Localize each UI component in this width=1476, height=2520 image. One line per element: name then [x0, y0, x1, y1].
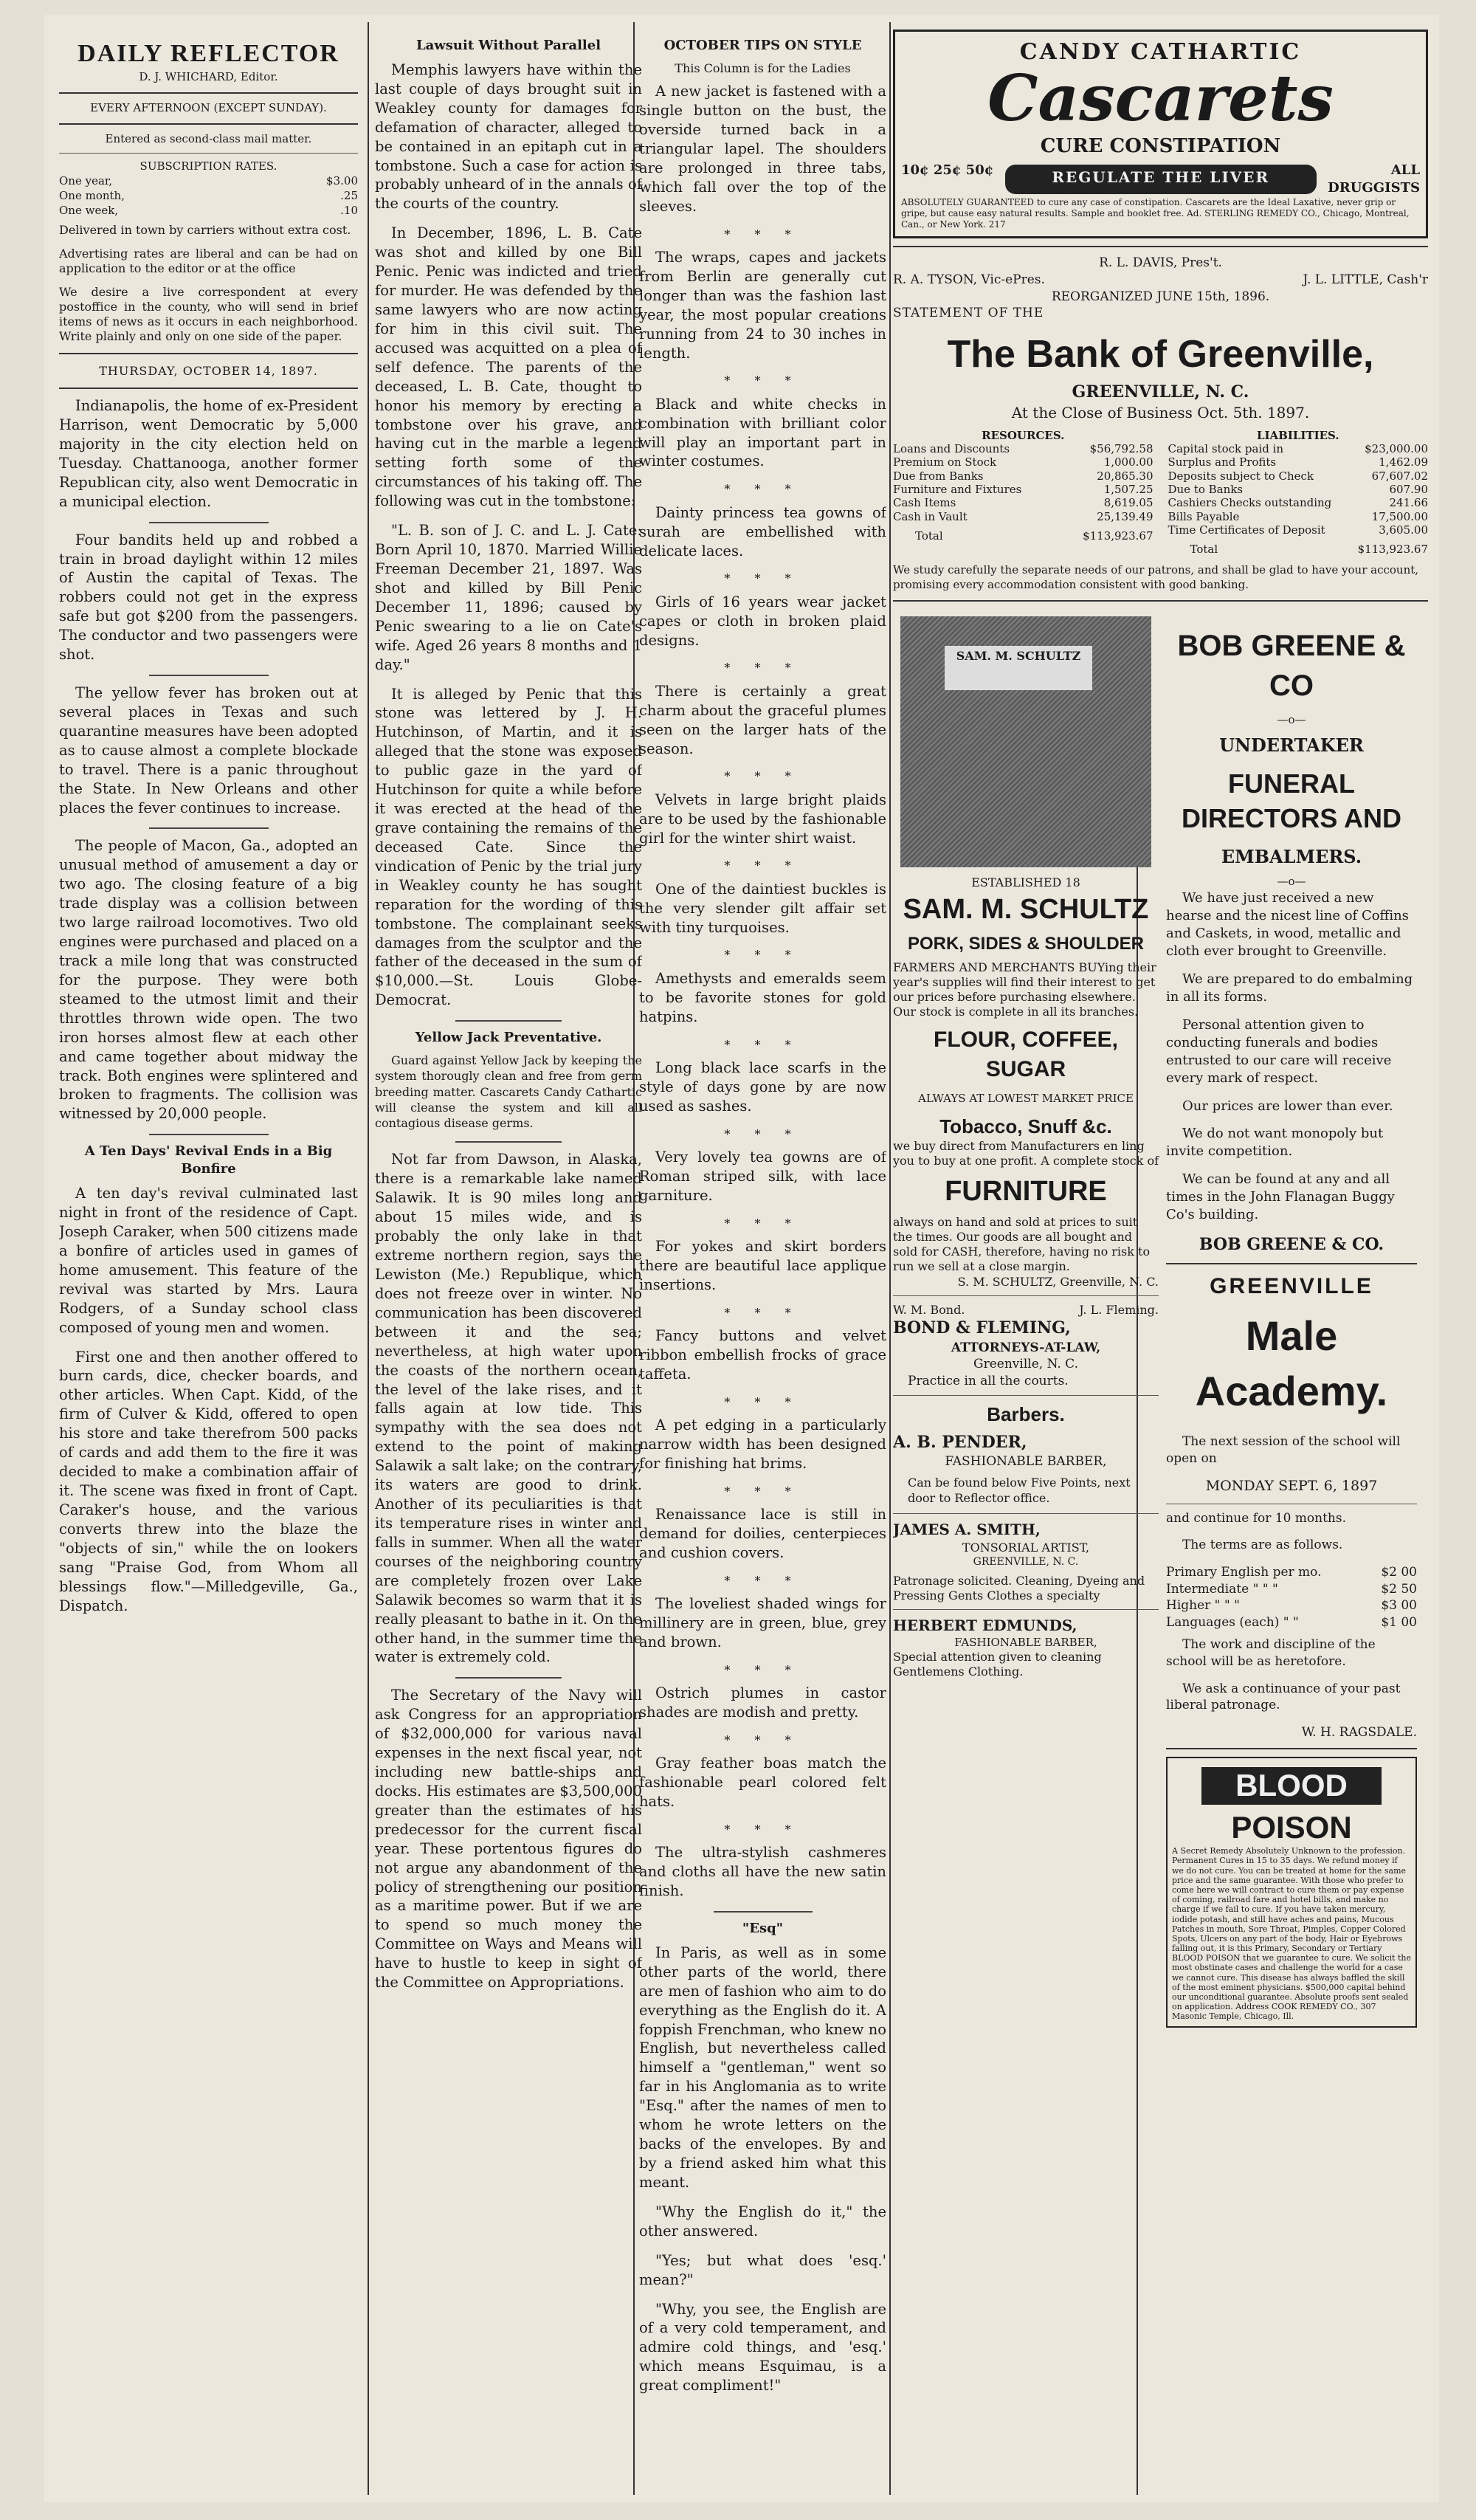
article-paragraph: It is alleged by Penic that this stone was lettered by J. H. Hutchinson, of Martin, and it is alleged that the stone was exposed to public gaze in the yard of Hutchinson for quite a while before it was erected at the head of the grave containing the remains of the deceased Cate. Since the vindication of Penic by the trial jury in Weakley county he has sought reparation for the wording of this tombstone. The complainant seeks damages from the sculptor and the father of the deceased in the sum of $10,000.—St. Louis Globe-Democrat.: [375, 685, 642, 1009]
article-headline: A Ten Days' Revival Ends in a Big Bonfire: [84, 1143, 333, 1177]
bob-text: We are prepared to do embalming in all its forms.: [1166, 971, 1413, 1005]
bank-vice: R. A. TYSON, Vic-ePres.: [893, 272, 1045, 287]
left-ads: [893, 609, 1159, 2027]
table-row: Cashiers Checks outstanding 241.66: [1168, 496, 1428, 510]
stars-separator: * * *: [724, 769, 801, 784]
article-paragraph: Indianapolis, the home of ex-President Harrison, went Democratic by 5,000 majority in the city election held on Tuesday. Chattanooga, another former Republican city, also went Democratic in a municipal election.: [59, 397, 358, 510]
blood-word: BLOOD: [1201, 1767, 1382, 1804]
stars-separator: * * *: [724, 373, 801, 388]
smith-role: TONSORIAL ARTIST,: [962, 1540, 1090, 1555]
bank-reorganized: REORGANIZED JUNE 15th, 1896.: [1051, 289, 1270, 304]
bob-funeral: FUNERAL DIRECTORS AND: [1181, 768, 1402, 834]
article-paragraph: A ten day's revival culminated last night in front of the residence of Capt. Joseph Caraker, when 500 citizens made a bonfire of articles used in games of home amusement. This feature of the revival was started by Mrs. Laura Rodgers, of a Sunday school class composed of young men and women.: [59, 1185, 358, 1336]
article-paragraph: "Why the English do it," the other answered.: [639, 2203, 886, 2240]
bond-practice: Practice in all the courts.: [908, 1373, 1069, 1388]
stars-separator: * * *: [724, 948, 801, 963]
resources-table: RESOURCES. Loans and Discounts $56,792.58 Premium on Stock 1,000.00 Due from Banks 20,865.30 Furniture and Fixtures 1,507.25 Cash Items 8,619.05 Cash in Vault 25,139.49 Total $113,923.67: [893, 428, 1153, 543]
table-row: Capital stock paid in $23,000.00: [1168, 442, 1428, 456]
edmunds-name: HERBERT EDMUNDS,: [893, 1616, 1077, 1634]
article-paragraph: The people of Macon, Ga., adopted an unusual method of amusement a day or two ago. The closing feature of a big trade display was a collision between two large railroad locomotives. Two old engines were purchased and placed on a track a mile long that was constructed for the purpose. They were both steamed to the utmost limit and their throttles thrown wide open. The two iron horses almost flew at each other and came together about midway the track. Both engines were splintered and broken to fragments. The collision was witnessed by 20,000 people.: [59, 837, 358, 1123]
schultz-always2: always on hand and sold at prices to suit the times. Our goods are all bought and sold for CASH, therefore, having no risk to run we sell at a close margin.: [893, 1214, 1151, 1273]
style-tip: Amethysts and emeralds seem to be favorite stones for gold hatpins.: [639, 969, 886, 1025]
article-subhead: This Column is for the Ladies: [675, 61, 851, 75]
table-row: Loans and Discounts $56,792.58: [893, 442, 1153, 456]
stars-separator: * * *: [724, 482, 801, 497]
stars-separator: * * *: [724, 1484, 801, 1498]
smith-name: JAMES A. SMITH,: [893, 1521, 1041, 1539]
newspaper-page: [44, 15, 1439, 2502]
article-paragraph: "Yes; but what does 'esq.' mean?": [639, 2251, 886, 2288]
cascarets-prices: 10¢ 25¢ 50¢: [901, 162, 994, 179]
table-row: Deposits subject to Check 67,607.02: [1168, 469, 1428, 483]
style-tips-list: [639, 82, 886, 1901]
style-tip: A pet edging in a particularly narrow width has been designed for finishing hat brims.: [639, 1416, 886, 1472]
cascarets-all: ALL: [1390, 162, 1420, 179]
style-tip: The loveliest shaded wings for millinery are in green, blue, grey and brown.: [639, 1594, 886, 1650]
article-paragraph: Memphis lawyers have within the last couple of days brought suit in Weakley county for damages for defamation of character, alleged to be contained in an epitaph cut in a tombstone. Such a case for action is probably unheard of in the annals of the courts of the country.: [375, 61, 642, 213]
barbers-head: Barbers.: [987, 1403, 1065, 1426]
correspondent-notice: We desire a live correspondent at every postoffice in the county, who will send in brief items of news as it occurs in each neighborhood. Write plainly and only on one side of the paper.: [59, 284, 358, 343]
column-rule: [368, 22, 369, 2495]
bank-statement-label: STATEMENT OF THE: [893, 306, 1044, 321]
style-tip: Fancy buttons and velvet ribbon embellish frocks of grace taffeta.: [639, 1326, 886, 1383]
bank-close-date: At the Close of Business Oct. 5th. 1897.: [1011, 404, 1310, 422]
article-headline: Lawsuit Without Parallel: [415, 38, 601, 53]
pender-role: FASHIONABLE BARBER,: [945, 1454, 1107, 1470]
advertising-notice: Advertising rates are liberal and can be had on application to the editor or at the office: [59, 246, 358, 275]
schultz-farmers: FARMERS AND MERCHANTS BUYing their year's supplies will find their interest to get our prices before purchasing elsewhere. Our stock is complete in all its branches.: [893, 960, 1156, 1019]
stars-separator: * * *: [724, 1394, 801, 1409]
bank-president: R. L. DAVIS, Pres't.: [1099, 255, 1222, 271]
smith-loc: GREENVILLE, N. C.: [973, 1556, 1079, 1569]
term-row: Higher " " " $3 00: [1166, 1598, 1417, 1614]
rate-row: One year, $3.00: [59, 173, 358, 187]
style-tip: There is certainly a great charm about the graceful plumes seen on the larger hats of the season.: [639, 682, 886, 757]
table-row: Furniture and Fixtures 1,507.25: [893, 482, 1153, 496]
academy-terms-head: The terms are as follows.: [1182, 1538, 1343, 1553]
style-tip: Ostrich plumes in castor shades are modish and pretty.: [639, 1684, 886, 1721]
academy-top: GREENVILLE: [1210, 1274, 1373, 1299]
style-tip: Renaissance lace is still in demand for doilies, centerpieces and cushion covers.: [639, 1505, 886, 1561]
schultz-furniture: FURNITURE: [945, 1176, 1107, 1208]
fleming-name: J. L. Fleming.: [1079, 1303, 1159, 1318]
stars-separator: * * *: [724, 571, 801, 586]
bob-text: We do not want monopoly but invite competition.: [1166, 1126, 1384, 1160]
blood-text: A Secret Remedy Absolutely Unknown to the profession. Permanent Cures in 15 to 35 days. We refund money if we do not cure. You can be treated at home for the same price and the same guarantee. With those who prefer to come here we will contract to cure them or pay expense of coming, railroad fare and hotel bills, and make no charge if we fail to cure. If you have taken mercury, iodide potash, and still have aches and pains, Mucous Patches in mouth, Sore Throat, Pimples, Copper Colored Spots, Ulcers on any part of the body, Hair or Eyebrows falling out, it is this Primary, Secondary or Tertiary BLOOD POISON that we guarantee to cure. We solicit the most obstinate cases and challenge the world for a case we cannot cure. This disease has always baffled the skill of the most eminent physicians. $500,000 capital behind our unconditional guarantee. Absolute proofs sent sealed on application. Address COOK REMEDY CO., 307 Masonic Temple, Chicago, Ill.: [1172, 1846, 1411, 2022]
stars-separator: * * *: [724, 1216, 801, 1230]
article-paragraph: In December, 1896, L. B. Cate was shot and killed by one Bill Penic. Penic was indicted and tried for murder. He was defended by the same lawyers who are now acting for him in this civil suit. The accused was acquitted on a plea of self defence. The parents of the deceased, L. B. Cate, thought to honor his memory by erecting a tombstone over his grave, and having cut in the marble a legend setting forth some of the circumstances of his taking off. The following was cut in the tombstone:: [375, 224, 642, 510]
table-row: Due to Banks 607.90: [1168, 482, 1428, 496]
rates-list: [59, 174, 358, 218]
academy-session: The next session of the school will open on: [1166, 1434, 1401, 1466]
style-tip: Velvets in large bright plaids are to be used by the fashionable girl for the winter shirt waist.: [639, 791, 886, 847]
frequency-line: EVERY AFTERNOON (EXCEPT SUNDAY).: [90, 101, 327, 115]
cascarets-cure: CURE CONSTIPATION: [1040, 134, 1281, 157]
term-row: Intermediate " " " $2 50: [1166, 1581, 1417, 1597]
article-paragraph: "Why, you see, the English are of a very cold temperament, and admire cold things, and 'esq.' which means Esquimau, is a great compliment!": [639, 2300, 886, 2395]
stars-separator: * * *: [724, 1573, 801, 1588]
article-headline: Yellow Jack Preventative.: [415, 1030, 602, 1046]
article-paragraph: In Paris, as well as in some other parts of the world, there are men of fashion who aim to do everything as the English do it. A foppish Frenchman, who knew no English, but nevertheless called himself a "gentleman," went so far in his Anglomania as to write "Esq." after the names of men to whom he wrote letters on the backs of the envelopes. By and by a friend asked him what this meant.: [639, 1944, 886, 2191]
style-tip: One of the daintiest buckles is the very slender gilt affair set with tiny turquoises.: [639, 880, 886, 936]
right-ads: BOB GREENE & CO —o— UNDERTAKER FUNERAL DIRECTORS AND EMBALMERS. —o— We have just received a new hearse and the nicest line of Coffins and Caskets, in wood, metallic and cloth ever brought to Greenville. We are prepared to do embalming in all its forms. Personal attention given to conducting funerals and bodies entrusted to our care will receive every mark of respect. Our prices are lower than ever. We do not want monopoly but invite competition. We can be found at any and all times in the John Flanagan Buggy Co's building. BOB GREENE & CO. GREENVILLE Male Academy. The next session of the school will open on MONDAY SEPT. 6, 1897 and continue for 10 months. The terms are as follows. Primary English per mo. $2 00 Intermediate " " " $2 50 Higher " " " $3 00 Languages (each) " " $1 00 The work and discipline of the school will be as heretofore. We ask a continuance of your past liberal patronage. W. H. RAGSDALE. BLOOD POISON A Secret Remedy Absolutely Unknown to the profession. Permanent Cures in 15 to 35 days. We refund money if we do not cure. You can be treated at home for the same price and the same guarantee. With those who prefer to come here we will contract to cure them or pay expense of coming, railroad fare and hotel bills, and make no charge if we fail to cure. If you have taken mercury, iodide potash, and still have aches and pains, Mucous Patches in mouth, Sore Throat, Pimples, Copper Colored Spots, Ulcers on any part of the body, Hair or Eyebrows falling out, it is this Primary, Secondary or Tertiary BLOOD POISON that we guarantee to cure. We solicit the most obstinate cases and challenge the world for a case we cannot cure. This disease has always baffled the skill of the most eminent physicians. $500,000 capital behind our unconditional guarantee. Absolute proofs sent sealed on application. Address COOK REMEDY CO., 307 Masonic Temple, Chicago, Ill.: [1166, 609, 1417, 2027]
rate-row: One week, .10: [59, 203, 358, 217]
article-headline: "Esq": [742, 1920, 784, 1936]
style-tip: Dainty princess tea gowns of surah are embellished with delicate laces.: [639, 503, 886, 560]
academy-terms: [1166, 1564, 1417, 1631]
bank-title: The Bank of Greenville,: [947, 332, 1374, 376]
table-row: Premium on Stock 1,000.00: [893, 455, 1153, 469]
article-paragraph: Guard against Yellow Jack by keeping the system thorougly clean and free from germ breeding matter. Cascarets Candy Cathartic will cleanse the system and kill all contagious disease germs.: [375, 1053, 642, 1131]
editor-line: D. J. WHICHARD, Editor.: [139, 70, 278, 84]
stars-separator: * * *: [724, 1822, 801, 1836]
edmunds-role: FASHIONABLE BARBER,: [954, 1635, 1097, 1649]
table-row: Cash in Vault 25,139.49: [893, 509, 1153, 523]
entered-line: Entered as second-class mail matter.: [105, 132, 312, 146]
bob-embalmers: EMBALMERS.: [1221, 846, 1362, 868]
term-row: Primary English per mo. $2 00: [1166, 1564, 1417, 1580]
bank-location: GREENVILLE, N. C.: [1072, 382, 1249, 402]
stars-separator: * * *: [724, 1305, 801, 1320]
bank-footer: We study carefully the separate needs of our patrons, and shall be glad to have your account, promising every accommodation consistent with good banking.: [893, 563, 1419, 592]
schultz-buy: we buy direct from Manufacturers en ling you to buy at one profit. A complete stock of: [893, 1139, 1159, 1168]
stars-separator: * * *: [724, 858, 801, 873]
edmunds-text: Special attention given to cleaning Gentlemens Clothing.: [893, 1650, 1102, 1679]
bob-sig: BOB GREENE & CO.: [1199, 1235, 1384, 1255]
bob-undertaker: UNDERTAKER: [1219, 734, 1364, 756]
article-paragraph: First one and then another offered to burn cards, dice, checker boards, and other articles. When Capt. Kidd, of the firm of Culver & Kidd, offered to open his store and take therefrom 500 packs of cards and add them to the fire it was decided to make a combination affair of it. The scene was fixed in front of Capt. Caraker's house, and the various converts threw into the blaze the "objects of sin," while the on lookers sang "Praise God, from Whom all blessings flow."—Milledgeville, Ga., Dispatch.: [59, 1348, 358, 1614]
rates-title: SUBSCRIPTION RATES.: [139, 159, 277, 173]
bank-ad: [893, 255, 1428, 593]
liabilities-table: LIABILITIES. Capital stock paid in $23,000.00 Surplus and Profits 1,462.09 Deposits subject to Check 67,607.02 Due to Banks 607.90 Cashiers Checks outstanding 241.66 Bills Payable 17,500.00 Time Certificates of Deposit 3,605.00 Total $113,923.67: [1168, 428, 1428, 557]
academy-work: The work and discipline of the school will be as heretofore.: [1166, 1637, 1376, 1669]
schultz-sig: S. M. SCHULTZ, Greenville, N. C.: [957, 1274, 1159, 1289]
article-paragraph: The yellow fever has broken out at several places in Texas and such quarantine measures have been adopted as to cause almost a complete blockade to travel. There is a panic throughout the State. In New Orleans and other places the fever continues to increase.: [59, 684, 358, 816]
style-tip: The wraps, capes and jackets from Berlin are generally cut longer than was the fashion last year, the most popular creations running from 24 to 30 inches in length.: [639, 248, 886, 362]
table-row: Time Certificates of Deposit 3,605.00: [1168, 523, 1428, 537]
schultz-pork: PORK, SIDES & SHOULDER: [907, 934, 1145, 954]
cascarets-druggists: DRUGGISTS: [1328, 180, 1420, 196]
stars-separator: * * *: [724, 1662, 801, 1677]
academy-ask: We ask a continuance of your past liberal patronage.: [1166, 1681, 1401, 1713]
term-row: Languages (each) " " $1 00: [1166, 1614, 1417, 1630]
cascarets-top: CANDY CATHARTIC: [1019, 39, 1302, 65]
bond-place: Greenville, N. C.: [973, 1357, 1078, 1372]
article-paragraph: Four bandits held up and robbed a train in broad daylight within 12 miles of Austin the capital of Texas. The robbers could not get in the express safe but got $200 from the passengers. The conductor and two passengers were shot.: [59, 531, 358, 664]
style-tip: Gray feather boas match the fashionable pearl colored felt hats.: [639, 1755, 886, 1810]
schultz-established: ESTABLISHED 18: [971, 875, 1080, 890]
pender-name: A. B. PENDER,: [893, 1433, 1027, 1453]
stars-separator: * * *: [724, 661, 801, 675]
cascarets-band: REGULATE THE LIVER: [1005, 165, 1317, 194]
schultz-always: ALWAYS AT LOWEST MARKET PRICE: [918, 1091, 1134, 1105]
table-row: Surplus and Profits 1,462.09: [1168, 455, 1428, 469]
cascarets-guarantee: ABSOLUTELY GUARANTEED to cure any case of constipation. Cascarets are the Ideal Laxative, never grip or gripe, but cause easy natural results. Sample and booklet free. Ad. STERLING REMEDY CO., Chicago, Montreal, Can., or New York. 217: [901, 197, 1410, 230]
bond-role: ATTORNEYS-AT-LAW,: [951, 1340, 1101, 1355]
style-tip: Black and white checks in combination with brilliant color will play an important part in winter costumes.: [639, 395, 886, 470]
rate-row: One month, .25: [59, 188, 358, 202]
table-row: Bills Payable 17,500.00: [1168, 509, 1428, 523]
bob-text: We have just received a new hearse and the nicest line of Coffins and Caskets, in wood, metallic and cloth ever brought to Greenville.: [1166, 890, 1409, 959]
ads-column: [893, 30, 1428, 2488]
academy-date: MONDAY SEPT. 6, 1897: [1205, 1478, 1378, 1495]
column-2: [375, 30, 642, 2488]
style-tip: The ultra-stylish cashmeres and cloths all have the new satin finish.: [639, 1844, 886, 1899]
bob-title: BOB GREENE & CO: [1177, 630, 1406, 702]
academy-continue: and continue for 10 months.: [1166, 1510, 1347, 1526]
schultz-tobacco: Tobacco, Snuff &c.: [939, 1115, 1112, 1137]
pender-loc: Can be found below Five Points, next door to Reflector office.: [908, 1475, 1131, 1506]
store-illustration: SAM. M. SCHULTZ: [900, 616, 1151, 867]
column-1: [59, 30, 358, 2488]
stars-separator: * * *: [724, 1037, 801, 1052]
table-row: Cash Items 8,619.05: [893, 496, 1153, 510]
article-paragraph: "L. B. son of J. C. and L. J. Cate: Born April 10, 1870. Married Willie Freeman December 21, 1897. Was shot and killed by Bill Penic December 11, 1896; caused by Penic swearing to a lie on Cate's wife. Aged 26 years 8 months and 1 day.": [375, 522, 642, 673]
stars-separator: * * *: [724, 227, 801, 241]
bob-text: We can be found at any and all times in the John Flanagan Buggy Co's building.: [1166, 1171, 1395, 1223]
article-paragraph: Not far from Dawson, in Alaska, there is a remarkable lake named Salawik. It is 90 miles long and about 15 miles wide, and is probably the only lake in that extreme northern region, says the Lewiston (Me.) Republique, which does not freeze over in winter. No communication has been discovered between it and the sea; nevertheless, at high water upon the coasts of the northern ocean, the level of the lake rises, and it falls again at low tide. This sympathy with the sea does not extend to the point of making Salawik a salt lake; on the contrary, its waters are good to drink. Another of its peculiarities is that its temperature rises in winter and falls in summer. When all the water courses of the neighboring country are completely frozen over Lake Salawik becomes so warm that it is really pleasant to bathe in it. On the other hand, in the summer time the water is extremely cold.: [375, 1151, 642, 1666]
bank-cashier: J. L. LITTLE, Cash'r: [1303, 272, 1428, 287]
style-tip: Very lovely tea gowns are of Roman striped silk, with lace garniture.: [639, 1148, 886, 1204]
bob-text: Our prices are lower than ever.: [1182, 1098, 1393, 1114]
article-headline: OCTOBER TIPS ON STYLE: [663, 38, 862, 53]
masthead: DAILY REFLECTOR: [77, 40, 339, 67]
bond-firm: BOND & FLEMING,: [893, 1318, 1071, 1338]
style-tip: Long black lace scarfs in the style of days gone by are now used as sashes.: [639, 1058, 886, 1115]
issue-date: THURSDAY, OCTOBER 14, 1897.: [99, 363, 318, 378]
poison-word: POISON: [1231, 1809, 1352, 1845]
article-paragraph: The Secretary of the Navy will ask Congress for an appropriation of $32,000,000 for various naval expenses in the next fiscal year, not including new battle-ships and docks. His estimates are $3,500,000 greater than the estimates of his predecessor for the current fiscal year. These portentous figures do not argue any abandonment of the policy of strengthening our position as a maritime power. But if we are to spend so much money the Committee on Ways and Means will have to hustle to keep in sight of the Committee on Appropriations.: [375, 1687, 642, 1991]
bond-name: W. M. Bond.: [893, 1303, 965, 1318]
stars-separator: * * *: [724, 1732, 801, 1747]
style-tip: For yokes and skirt borders there are beautiful lace applique insertions.: [639, 1237, 886, 1293]
style-tip: A new jacket is fastened with a single button on the bust, the overside turned back in a triangular lapel. The shoulders are prolonged in three tabs, which fall over the top of the sleeves.: [639, 83, 886, 215]
schultz-flour: FLOUR, COFFEE, SUGAR: [934, 1027, 1118, 1081]
style-tip: Girls of 16 years wear jacket capes or cloth in broken plaid designs.: [639, 593, 886, 649]
column-3: [639, 30, 886, 2488]
cascarets-brand: Cascarets: [987, 61, 1334, 136]
academy-title: Male Academy.: [1195, 1312, 1388, 1414]
smith-text: Patronage solicited. Cleaning, Dyeing and Pressing Gents Clothes a specialty: [893, 1573, 1145, 1602]
delivered-notice: Delivered in town by carriers without extra cost.: [59, 222, 351, 237]
blood-poison-ad: [1166, 1757, 1417, 2027]
column-rule: [889, 22, 891, 2495]
table-row: Due from Banks 20,865.30: [893, 469, 1153, 483]
stars-separator: * * *: [724, 1126, 801, 1141]
bob-text: Personal attention given to conducting funerals and bodies entrusted to our care will receive every mark of respect.: [1166, 1016, 1392, 1086]
schultz-name: SAM. M. SCHULTZ: [903, 893, 1149, 925]
academy-sig: W. H. RAGSDALE.: [1301, 1724, 1417, 1740]
cascarets-ad: [893, 30, 1428, 238]
